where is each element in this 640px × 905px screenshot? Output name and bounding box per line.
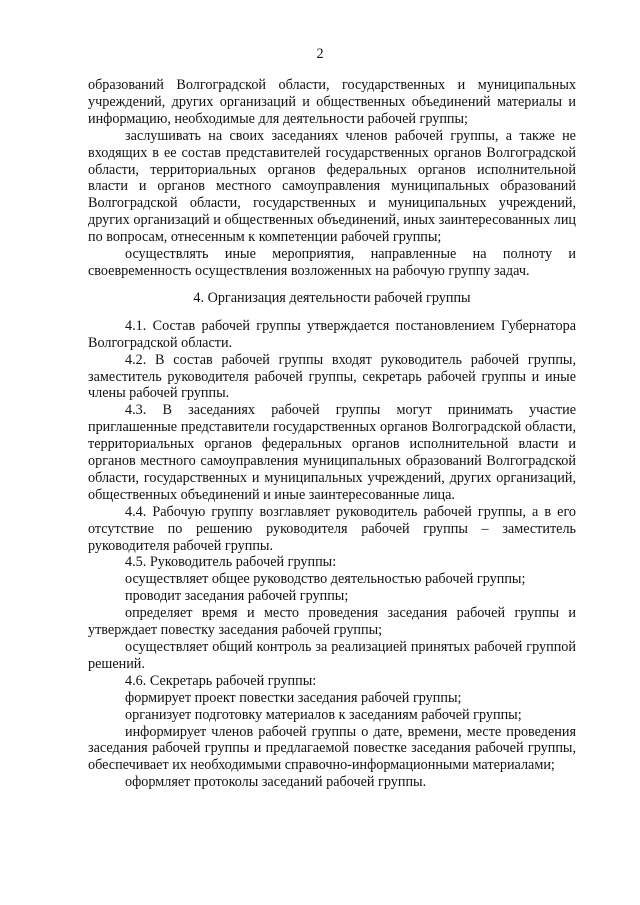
paragraph: осуществляет общий контроль за реализацией принятых рабочей группой решений. — [88, 639, 576, 672]
paragraph: 4.2. В состав рабочей группы входят руководитель рабочей группы, заместитель руководителя рабочей группы, секретарь рабочей группы и иные члены рабочей группы. — [88, 351, 576, 402]
paragraph: осуществлять иные мероприятия, направленные на полноту и своевременность осуществления возложенных на рабочую группу задач. — [88, 246, 576, 279]
paragraph: образований Волгоградской области, государственных и муниципальных учреждений, других организаций и общественных объединений материалы и информацию, необходимые для деятельности рабочей группы; — [88, 77, 576, 127]
paragraph: информирует членов рабочей группы о дате, времени, месте проведения заседания рабочей группы и предлагаемой повестке заседания рабочей группы, обеспечивает их необходимыми справочно-информационными материалами; — [88, 723, 576, 774]
paragraph: формирует проект повестки заседания рабочей группы; — [125, 689, 462, 706]
paragraph: 4.3. В заседаниях рабочей группы могут принимать участие приглашенные представители государственных органов Волгоградской области, территориальных органов федеральных органов исполнительной власти и органов местного самоуправления муниципальных образований Волгоградской области, государственных и муниципальных учреждений, других организаций, общественных объединений и иные заинтересованные лица. — [88, 402, 576, 503]
section-heading: 4. Организация деятельности рабочей группы — [193, 289, 471, 306]
paragraph: оформляет протоколы заседаний рабочей группы. — [125, 774, 427, 791]
paragraph: 4.4. Рабочую группу возглавляет руководитель рабочей группы, а в его отсутствие по решению руководителя рабочей группы – заместитель руководителя рабочей группы. — [88, 503, 576, 554]
paragraph: осуществляет общее руководство деятельностью рабочей группы; — [125, 571, 526, 588]
paragraph: определяет время и место проведения заседания рабочей группы и утверждает повестку заседания рабочей группы; — [88, 605, 576, 639]
paragraph: организует подготовку материалов к заседаниям рабочей группы; — [125, 706, 522, 723]
paragraph: заслушивать на своих заседаниях членов рабочей группы, а также не входящих в ее состав представителей государственных органов Волгоградской области, территориальных органов федеральных органов исполнительной власти и органов местного самоуправления муниципальных образований Волгоградской области, государственных и муниципальных учреждений, других организаций и общественных объединений, иных заинтересованных лиц по вопросам, отнесенным к компетенции рабочей группы; — [88, 127, 576, 246]
page-number: 2 — [316, 46, 324, 62]
paragraph: проводит заседания рабочей группы; — [125, 588, 349, 605]
paragraph: 4.5. Руководитель рабочей группы: — [125, 554, 337, 571]
document-body — [88, 77, 576, 791]
paragraph: 4.1. Состав рабочей группы утверждается постановлением Губернатора Волгоградской области. — [88, 317, 576, 351]
paragraph: 4.6. Секретарь рабочей группы: — [125, 672, 317, 689]
